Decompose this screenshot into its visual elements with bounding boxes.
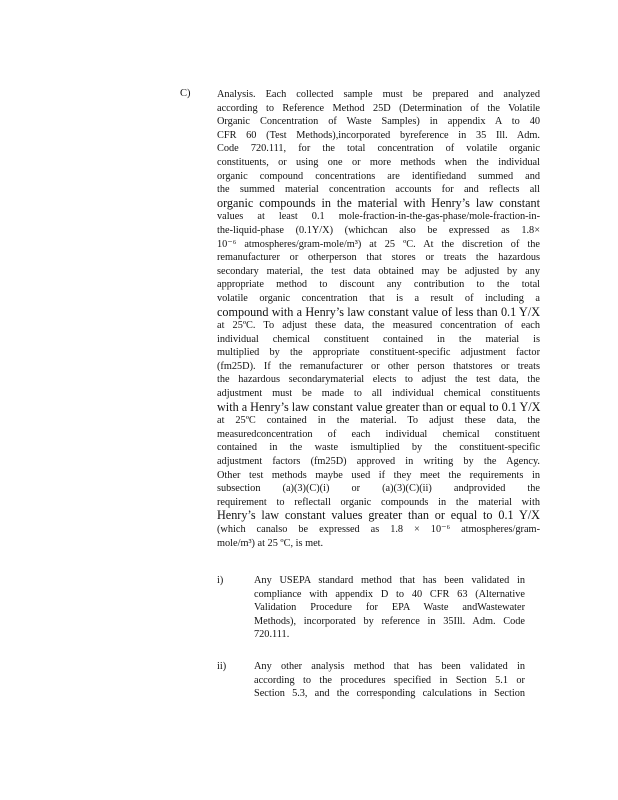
list-item-line: Section 5.3, and the corresponding calculations in Section <box>254 688 525 700</box>
paragraph-line: organic compound concentrations are identifiedand summed and <box>217 170 540 182</box>
list-item-line: Any other analysis method that has been validated in <box>254 661 525 672</box>
paragraph-line: requirement to reflectall organic compounds in the material with <box>217 496 540 508</box>
list-item-text <box>254 574 525 642</box>
paragraph-line: Analysis. Each collected sample must be prepared and analyzed <box>217 89 540 100</box>
list-item-marker: ii) <box>217 661 227 672</box>
paragraph-line: constituents, or using one or more methods when the individual <box>217 156 540 168</box>
paragraph-line: adjustment factors (fm25D) approved in writing by the Agency. <box>217 456 540 468</box>
section-marker: C) <box>180 88 191 99</box>
paragraph-line: remanufacturer or otherperson that stores or treats the hazardous <box>217 252 540 264</box>
list-item-line: compliance with appendix D to 40 CFR 63 (Alternative <box>254 588 525 600</box>
paragraph-line: values at least 0.1 mole-fraction-in-the-gas-phase/mole-fraction-in- <box>217 211 540 223</box>
paragraph-line: Code 720.111, for the total concentration of volatile organic <box>217 143 540 155</box>
paragraph-line: organic compounds in the material with Henry’s law constant <box>217 195 540 210</box>
paragraph-line: at 25ºC. To adjust these data, the measured concentration of each <box>217 320 540 332</box>
paragraph-line: CFR 60 (Test Methods),incorporated byreference in 35 Ill. Adm. <box>217 129 540 141</box>
paragraph-line: secondary material, the test data obtained may be adjusted by any <box>217 265 540 277</box>
list-item-marker: i) <box>217 575 224 586</box>
list-item-line: Methods), incorporated by reference in 35Ill. Adm. Code <box>254 615 525 627</box>
paragraph-line: the hazardous secondarymaterial elects to adjust the test data, the <box>217 374 540 386</box>
paragraph-line: the-liquid-phase (0.1Y/X) (whichcan also be expressed as 1.8× <box>217 224 540 236</box>
list-item-line: Any USEPA standard method that has been validated in <box>254 575 525 586</box>
paragraph-line: Organic Concentration of Waste Samples) in appendix A to 40 <box>217 116 540 128</box>
paragraph-line: multiplied by the appropriate constituent-specific adjustment factor <box>217 347 540 359</box>
paragraph-line: mole/m³) at 25 ºC, is met. <box>217 537 324 549</box>
paragraph-line: volatile organic concentration that is a result of including a <box>217 292 540 304</box>
paragraph-line: (which canalso be expressed as 1.8 × 10⁻⁶ atmospheres/gram- <box>217 524 540 535</box>
paragraph-line: at 25ºC contained in the material. To adjust these data, the <box>217 415 540 427</box>
list-item-text <box>254 660 525 701</box>
paragraph-line: Other test methods maybe used if they meet the requirements in <box>217 469 540 481</box>
paragraph-line: individual chemical constituent contained in the material is <box>217 333 540 345</box>
paragraph-line: subsection (a)(3)(C)(i) or (a)(3)(C)(ii) andprovided the <box>217 483 540 495</box>
paragraph-line: adjustment must be made to all individual chemical constituents <box>217 388 540 400</box>
paragraph-line: compound with a Henry’s law constant value of less than 0.1 Y/X <box>217 304 540 319</box>
paragraph-line: (fm25D). If the remanufacturer or other person thatstores or treats <box>217 360 540 372</box>
paragraph-line: 10⁻⁶ atmospheres/gram-mole/m³) at 25 ºC. At the discretion of the <box>217 238 540 250</box>
list-item-line: Validation Procedure for EPA Waste andWastewater <box>254 602 525 614</box>
paragraph-line: with a Henry’s law constant value greater than or equal to 0.1 Y/X <box>217 399 541 414</box>
section-c-paragraph <box>217 88 540 550</box>
paragraph-line: appropriate method to discount any contribution to the total <box>217 279 540 291</box>
paragraph-line: contained in the waste ismultiplied by the constituent-specific <box>217 442 540 454</box>
paragraph-line: measuredconcentration of each individual chemical constituent <box>217 428 540 440</box>
paragraph-line: the summed material concentration accounts for and reflects all <box>217 184 540 196</box>
list-item-line: 720.111. <box>254 629 290 641</box>
list-item-line: according to the procedures specified in Section 5.1 or <box>254 674 525 686</box>
paragraph-line: according to Reference Method 25D (Determination of the Volatile <box>217 102 540 114</box>
paragraph-line: Henry’s law constant values greater than or equal to 0.1 Y/X <box>217 508 540 523</box>
